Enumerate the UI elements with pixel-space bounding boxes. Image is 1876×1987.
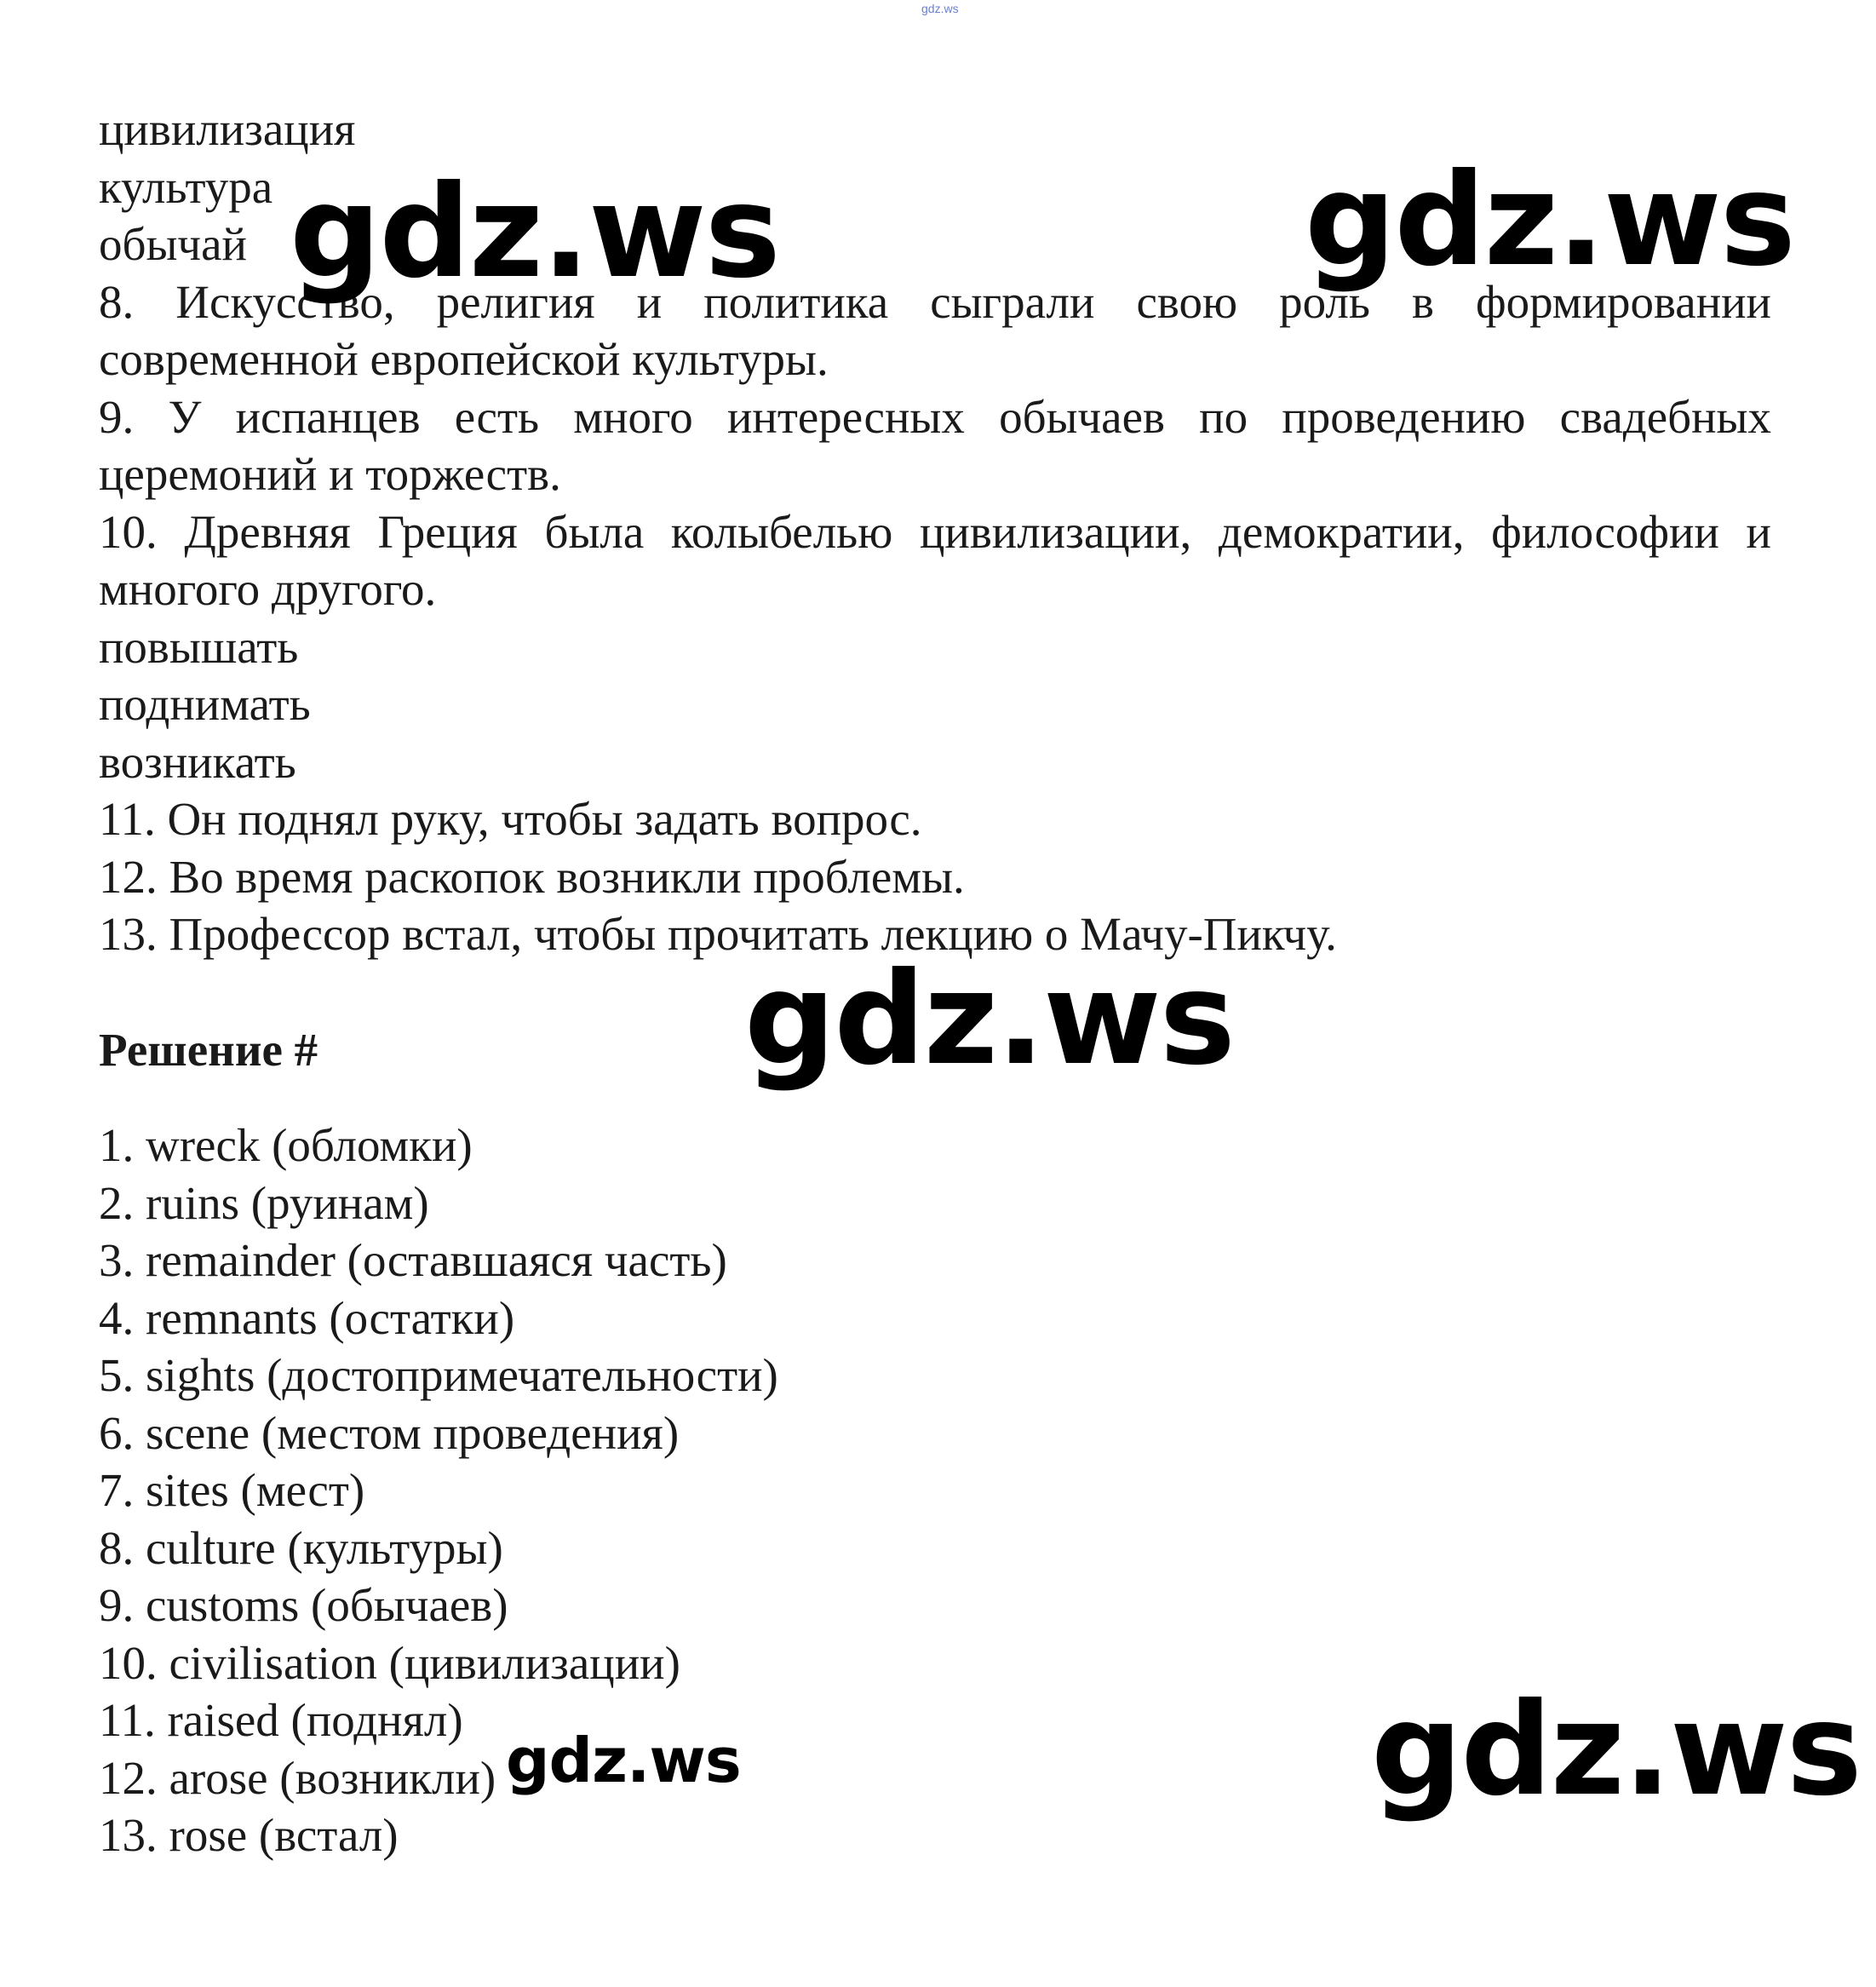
- word-line: цивилизация: [99, 103, 356, 155]
- sentence-11: 11. Он поднял руку, чтобы задать вопрос.: [99, 793, 922, 845]
- sentence-8-line-2: современной европейской культуры.: [99, 333, 829, 385]
- answer-item: 8. culture (культуры): [99, 1521, 503, 1574]
- word-line: культура: [99, 160, 273, 213]
- word-line: поднимать: [99, 678, 311, 730]
- answer-item: 5. sights (достопримечательности): [99, 1349, 778, 1401]
- sentence-12: 12. Во время раскопок возникли проблемы.: [99, 850, 965, 903]
- watermark: gdz.ws: [290, 158, 779, 307]
- answer-item: 12. arose (возникли): [99, 1751, 496, 1804]
- watermark: gdz.ws: [744, 945, 1234, 1094]
- sentence-13: 13. Профессор встал, чтобы прочитать лекцию о Мачу-Пикчу.: [99, 908, 1337, 960]
- answer-item: 3. remainder (оставшаяся часть): [99, 1234, 727, 1286]
- sentence-9: [99, 388, 1771, 503]
- answer-item: 9. customs (обычаев): [99, 1579, 508, 1631]
- watermark: gdz.ws: [1305, 146, 1794, 295]
- answer-item: 13. rose (встал): [99, 1809, 399, 1861]
- answer-item: 6. scene (местом проведения): [99, 1406, 680, 1459]
- word-line: обычай: [99, 218, 247, 270]
- watermark: gdz.ws: [1371, 1676, 1861, 1824]
- sentence-9-line-1: 9. У испанцев есть много интересных обычаев по проведению свадебных: [99, 390, 1771, 443]
- answer-item: 2. ruins (руинам): [99, 1176, 429, 1229]
- answer-item: 11. raised (поднял): [99, 1694, 463, 1746]
- answer-item: 7. sites (мест): [99, 1464, 365, 1516]
- word-line: возникать: [99, 735, 296, 788]
- sentence-10-line-1: 10. Древняя Греция была колыбелью цивилизации, демократии, философии и: [99, 505, 1771, 558]
- top-watermark-link[interactable]: gdz.ws: [921, 2, 959, 15]
- sentence-8-line-1: 8. Искусство, религия и политика сыграли свою роль в формировании: [99, 275, 1771, 328]
- sentence-10-line-2: многого другого.: [99, 563, 437, 615]
- sentence-10: [99, 503, 1771, 618]
- solution-heading: Решение #: [99, 1023, 318, 1076]
- sentence-9-line-2: церемоний и торжеств.: [99, 448, 561, 500]
- word-line: повышать: [99, 620, 299, 673]
- answer-item: 10. civilisation (цивилизации): [99, 1636, 680, 1689]
- answer-item: 1. wreck (обломки): [99, 1119, 473, 1171]
- answer-item: 4. remnants (остатки): [99, 1291, 515, 1344]
- watermark: gdz.ws: [506, 1725, 741, 1796]
